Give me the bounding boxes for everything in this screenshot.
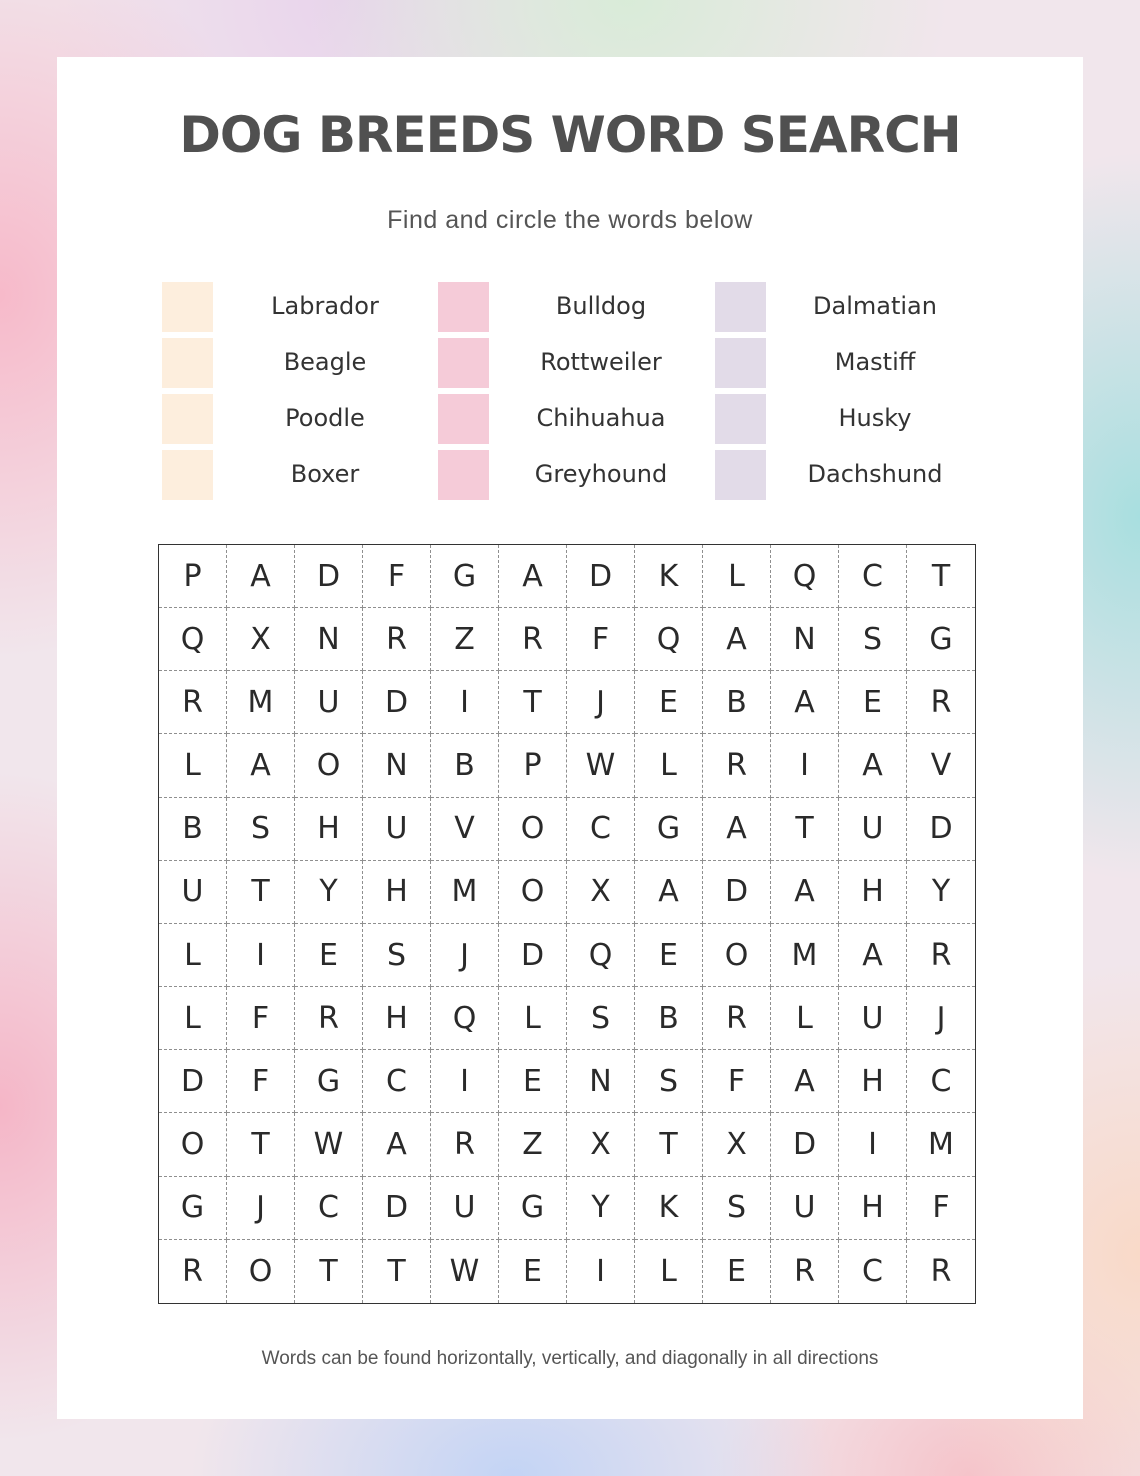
grid-cell[interactable]: Q	[431, 987, 499, 1050]
grid-cell[interactable]: A	[499, 545, 567, 608]
grid-cell[interactable]: R	[771, 1240, 839, 1303]
grid-cell[interactable]: H	[839, 1177, 907, 1240]
grid-cell[interactable]: F	[907, 1177, 975, 1240]
word-item	[162, 282, 422, 332]
grid-cell[interactable]: U	[839, 798, 907, 861]
grid-cell[interactable]: D	[703, 861, 771, 924]
grid-cell[interactable]: S	[363, 924, 431, 987]
grid-cell[interactable]: X	[227, 608, 295, 671]
grid-cell[interactable]: X	[703, 1113, 771, 1176]
grid-cell[interactable]: H	[295, 798, 363, 861]
grid-cell[interactable]: R	[703, 734, 771, 797]
grid-cell[interactable]: U	[431, 1177, 499, 1240]
grid-cell[interactable]: D	[771, 1113, 839, 1176]
grid-cell[interactable]: C	[839, 1240, 907, 1303]
grid-cell[interactable]: S	[703, 1177, 771, 1240]
grid-cell[interactable]: P	[499, 734, 567, 797]
word-label: Dalmatian	[813, 292, 937, 320]
grid-cell[interactable]: L	[159, 734, 227, 797]
grid-cell[interactable]: A	[635, 861, 703, 924]
word-item	[438, 338, 698, 388]
word-item	[162, 450, 422, 500]
grid-cell[interactable]: C	[567, 798, 635, 861]
grid-cell[interactable]: D	[907, 798, 975, 861]
grid-cell[interactable]: R	[363, 608, 431, 671]
grid-cell[interactable]: L	[159, 987, 227, 1050]
word-label: Mastiff	[834, 348, 916, 376]
grid-cell[interactable]: C	[839, 545, 907, 608]
grid-cell[interactable]: L	[635, 734, 703, 797]
grid-cell[interactable]: H	[363, 861, 431, 924]
grid-cell[interactable]: U	[363, 798, 431, 861]
checkbox-swatch[interactable]	[715, 450, 766, 500]
grid-cell[interactable]: E	[635, 924, 703, 987]
grid-cell[interactable]: F	[227, 987, 295, 1050]
grid-cell[interactable]: M	[907, 1113, 975, 1176]
grid-cell[interactable]: S	[839, 608, 907, 671]
grid-cell[interactable]: O	[227, 1240, 295, 1303]
grid-cell[interactable]: C	[907, 1050, 975, 1113]
grid-cell[interactable]: C	[363, 1050, 431, 1113]
letter-grid	[158, 544, 976, 1304]
grid-cell[interactable]: K	[635, 1177, 703, 1240]
grid-cell[interactable]: I	[839, 1113, 907, 1176]
grid-cell[interactable]: P	[159, 545, 227, 608]
grid-cell[interactable]: B	[431, 734, 499, 797]
grid-cell[interactable]: U	[839, 987, 907, 1050]
grid-cell[interactable]: I	[431, 671, 499, 734]
instructions: Find and circle the words below	[387, 206, 753, 234]
grid-cell[interactable]: E	[499, 1050, 567, 1113]
grid-cell[interactable]: E	[295, 924, 363, 987]
grid-cell[interactable]: F	[227, 1050, 295, 1113]
word-item	[438, 394, 698, 444]
checkbox-swatch[interactable]	[715, 338, 766, 388]
grid-cell[interactable]: N	[771, 608, 839, 671]
grid-cell[interactable]: F	[703, 1050, 771, 1113]
word-label: Husky	[838, 404, 912, 432]
grid-cell[interactable]: G	[159, 1177, 227, 1240]
grid-cell[interactable]: G	[635, 798, 703, 861]
grid-cell[interactable]: O	[159, 1113, 227, 1176]
word-label: Bulldog	[555, 292, 647, 320]
grid-cell[interactable]: W	[431, 1240, 499, 1303]
checkbox-swatch[interactable]	[438, 394, 489, 444]
grid-cell[interactable]: H	[839, 1050, 907, 1113]
grid-cell[interactable]: W	[567, 734, 635, 797]
grid-cell[interactable]: R	[295, 987, 363, 1050]
word-item	[715, 282, 975, 332]
grid-cell[interactable]: R	[930, 1253, 952, 1289]
grid-cell[interactable]: V	[907, 734, 975, 797]
grid-cell[interactable]: H	[839, 861, 907, 924]
grid-cell[interactable]: G	[907, 608, 975, 671]
word-item	[715, 338, 975, 388]
grid-cell[interactable]: A	[227, 734, 295, 797]
grid-cell[interactable]: T	[499, 671, 567, 734]
grid-cell[interactable]: Y	[295, 861, 363, 924]
word-label: Boxer	[290, 460, 360, 488]
grid-cell[interactable]: L	[635, 1240, 703, 1303]
grid-cell[interactable]: F	[567, 608, 635, 671]
grid-cell[interactable]: L	[159, 924, 227, 987]
word-list	[0, 0, 1140, 520]
grid-cell[interactable]: R	[159, 1240, 227, 1303]
grid-cell[interactable]: G	[295, 1050, 363, 1113]
grid-cell[interactable]: V	[431, 798, 499, 861]
grid-cell[interactable]: Z	[499, 1113, 567, 1176]
grid-cell[interactable]: O	[499, 798, 567, 861]
grid-cell[interactable]: Y	[907, 861, 975, 924]
grid-cell[interactable]: T	[295, 1240, 363, 1303]
word-item	[438, 282, 698, 332]
checkbox-swatch[interactable]	[438, 338, 489, 388]
grid-cell[interactable]: M	[227, 671, 295, 734]
grid-cell[interactable]: Y	[567, 1177, 635, 1240]
grid-cell[interactable]: R	[431, 1113, 499, 1176]
grid-cell[interactable]: H	[363, 987, 431, 1050]
grid-cell[interactable]: M	[771, 924, 839, 987]
grid-cell[interactable]: O	[499, 861, 567, 924]
grid-cell[interactable]: I	[567, 1240, 635, 1303]
grid-cell[interactable]: A	[363, 1113, 431, 1176]
grid-cell[interactable]: A	[703, 798, 771, 861]
grid-cell[interactable]: R	[703, 987, 771, 1050]
grid-cell[interactable]: Q	[567, 924, 635, 987]
word-label: Rottweiler	[540, 348, 662, 376]
grid-cell[interactable]: B	[159, 798, 227, 861]
checkbox-swatch[interactable]	[715, 282, 766, 332]
grid-cell[interactable]: I	[771, 734, 839, 797]
grid-cell[interactable]: T	[771, 798, 839, 861]
grid-cell[interactable]: Q	[771, 545, 839, 608]
grid-cell[interactable]: T	[635, 1113, 703, 1176]
grid-cell[interactable]: E	[703, 1240, 771, 1303]
checkbox-swatch[interactable]	[438, 282, 489, 332]
grid-cell[interactable]: L	[703, 545, 771, 608]
grid-cell[interactable]: U	[295, 671, 363, 734]
word-label: Greyhound	[534, 460, 668, 488]
grid-cell[interactable]: J	[431, 924, 499, 987]
word-label: Dachshund	[807, 460, 943, 488]
grid-cell[interactable]: D	[159, 1050, 227, 1113]
checkbox-swatch[interactable]	[162, 282, 213, 332]
word-item	[715, 394, 975, 444]
checkbox-swatch[interactable]	[162, 394, 213, 444]
grid-cell[interactable]: Z	[431, 608, 499, 671]
grid-cell[interactable]: R	[907, 671, 975, 734]
grid-cell[interactable]: A	[703, 608, 771, 671]
grid-cell[interactable]: X	[567, 861, 635, 924]
grid-cell[interactable]: A	[771, 1050, 839, 1113]
grid-cell[interactable]: X	[567, 1113, 635, 1176]
word-label: Chihuahua	[536, 404, 666, 432]
grid-cell[interactable]: A	[839, 924, 907, 987]
grid-cell[interactable]: Q	[635, 608, 703, 671]
grid-cell[interactable]: W	[295, 1113, 363, 1176]
grid-cell[interactable]: U	[771, 1177, 839, 1240]
grid-cell[interactable]: S	[567, 987, 635, 1050]
word-item	[162, 338, 422, 388]
grid-cell[interactable]: N	[567, 1050, 635, 1113]
grid-cell[interactable]: L	[771, 987, 839, 1050]
word-item	[715, 450, 975, 500]
grid-cell[interactable]: A	[771, 671, 839, 734]
checkbox-swatch[interactable]	[715, 394, 766, 444]
grid-cell[interactable]: G	[499, 1177, 567, 1240]
grid-cell[interactable]: D	[499, 924, 567, 987]
grid-cell[interactable]: N	[363, 734, 431, 797]
word-item	[162, 394, 422, 444]
grid-cell[interactable]: G	[431, 545, 499, 608]
grid-cell[interactable]: T	[907, 545, 975, 608]
grid-cell[interactable]: F	[363, 545, 431, 608]
footer-note: Words can be found horizontally, vertically, and diagonally in all directions	[261, 1348, 879, 1369]
grid-cell[interactable]: J	[907, 987, 975, 1050]
grid-cell[interactable]: E	[839, 671, 907, 734]
grid-cell[interactable]: I	[227, 924, 295, 987]
grid-cell[interactable]: A	[227, 545, 295, 608]
grid-cell[interactable]: M	[431, 861, 499, 924]
grid-cell[interactable]: B	[635, 987, 703, 1050]
word-label: Beagle	[283, 348, 367, 376]
grid-cell[interactable]: O	[703, 924, 771, 987]
grid-cell[interactable]: J	[227, 1177, 295, 1240]
grid-cell[interactable]: D	[295, 545, 363, 608]
grid-cell[interactable]: U	[159, 861, 227, 924]
grid-cell[interactable]: C	[295, 1177, 363, 1240]
grid-cell[interactable]: E	[635, 671, 703, 734]
checkbox-swatch[interactable]	[162, 338, 213, 388]
grid-cell[interactable]: D	[363, 1177, 431, 1240]
grid-cell[interactable]: T	[227, 1113, 295, 1176]
grid-cell[interactable]: R	[159, 671, 227, 734]
word-label: Labrador	[271, 292, 379, 320]
grid-cell[interactable]: T	[363, 1240, 431, 1303]
grid-cell[interactable]: R	[907, 924, 975, 987]
checkbox-swatch[interactable]	[162, 450, 213, 500]
grid-cell[interactable]: E	[499, 1240, 567, 1303]
grid-cell[interactable]: Q	[159, 608, 227, 671]
grid-cell[interactable]: S	[635, 1050, 703, 1113]
grid-cell[interactable]: S	[227, 798, 295, 861]
grid-cell[interactable]: A	[839, 734, 907, 797]
checkbox-swatch[interactable]	[438, 450, 489, 500]
word-label: Poodle	[285, 404, 365, 432]
grid-cell[interactable]: O	[295, 734, 363, 797]
grid-cell[interactable]: D	[567, 545, 635, 608]
grid-cell[interactable]: K	[635, 545, 703, 608]
grid-cell[interactable]: J	[567, 671, 635, 734]
grid-cell[interactable]: L	[499, 987, 567, 1050]
grid-cell[interactable]: N	[295, 608, 363, 671]
grid-cell[interactable]: R	[499, 608, 567, 671]
grid-cell[interactable]: D	[363, 671, 431, 734]
grid-cell[interactable]: A	[771, 861, 839, 924]
grid-cell[interactable]: T	[227, 861, 295, 924]
word-item	[438, 450, 698, 500]
page-title: DOG BREEDS WORD SEARCH	[179, 106, 961, 164]
grid-cell[interactable]: B	[703, 671, 771, 734]
grid-cell[interactable]: I	[431, 1050, 499, 1113]
